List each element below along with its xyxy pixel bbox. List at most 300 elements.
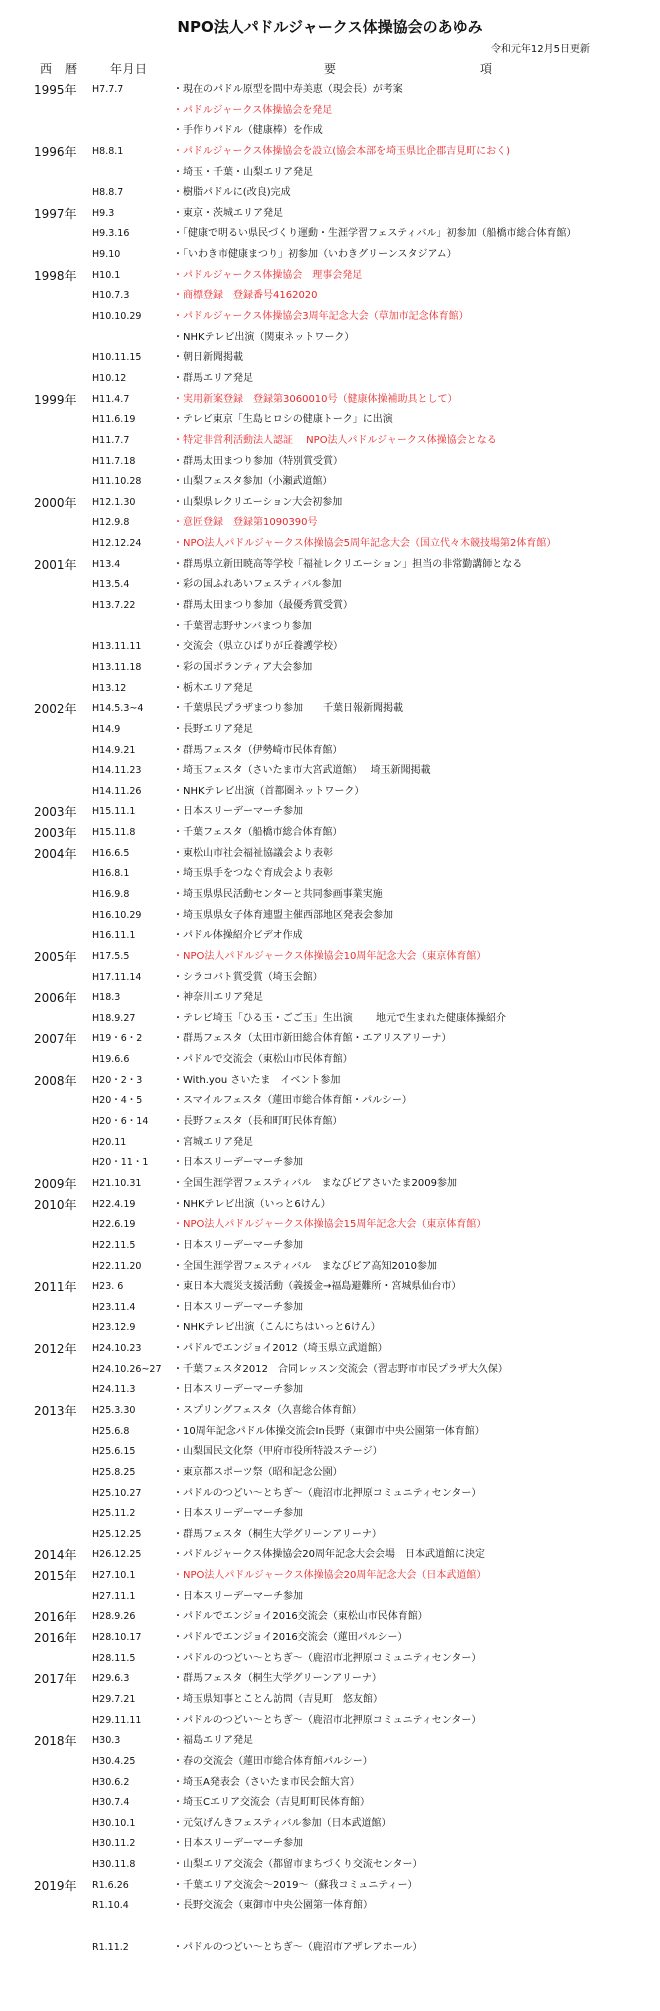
- timeline-year: 2012年: [34, 1342, 77, 1357]
- timeline-row: [0, 266, 660, 287]
- timeline-row: [0, 101, 660, 122]
- timeline-event: ・NPO法人パドルジャークス体操協会10周年記念大会（東京体育館）: [173, 950, 487, 962]
- timeline-event: ・宮城エリア発足: [173, 1136, 253, 1148]
- timeline-event: ・山梨フェスタ参加（小瀬武道館）: [173, 476, 333, 488]
- timeline-row: [0, 1669, 660, 1690]
- timeline-row: [0, 142, 660, 163]
- timeline-event: ・テレビ埼玉「ひる玉・ごご玉」生出演 地元で生まれた健康体操紹介: [173, 1012, 506, 1024]
- timeline-row: [0, 1607, 660, 1628]
- timeline-date: H28.9.26: [92, 1611, 136, 1623]
- timeline-date: R1.11.2: [92, 1941, 129, 1953]
- timeline-row: [0, 1752, 660, 1773]
- timeline-date: H16.6.5: [92, 847, 130, 859]
- timeline-row: [0, 1257, 660, 1278]
- timeline-date: H25.3.30: [92, 1405, 136, 1416]
- timeline-event: ・樹脂パドルに(改良)完成: [173, 187, 291, 199]
- timeline-row: [0, 741, 660, 762]
- timeline-event: ・パドルジャークス体操協会を設立(協会本部を埼玉県比企郡吉見町におく): [173, 145, 511, 157]
- timeline-event: ・「健康で明るい県民づくり運動・生涯学習フェスティバル」初参加（船橋市総合体育館）: [173, 228, 577, 240]
- timeline-row: [0, 1463, 660, 1484]
- timeline-date: H21.10.31: [92, 1177, 142, 1189]
- timeline-row: [0, 1298, 660, 1319]
- timeline-row: [0, 823, 660, 844]
- timeline-date: H11.10.28: [92, 476, 142, 488]
- timeline-date: H19・6・2: [92, 1033, 143, 1045]
- header-year: 西 暦: [40, 62, 78, 76]
- timeline-event: ・千葉習志野サンバまつり参加: [173, 620, 312, 632]
- timeline-date: H11.7.18: [92, 455, 136, 467]
- timeline-event: ・埼玉県知事とことん訪問（吉見町 悠友館）: [173, 1693, 383, 1705]
- timeline-row: [0, 968, 660, 989]
- timeline-date: H19.6.6: [92, 1054, 130, 1066]
- timeline-row: [0, 1318, 660, 1339]
- timeline-year: 2009年: [34, 1176, 77, 1191]
- timeline-date: H9.3: [92, 207, 115, 219]
- timeline-date: H23.11.4: [92, 1301, 136, 1313]
- timeline-row: [0, 1029, 660, 1050]
- timeline-row: [0, 121, 660, 142]
- timeline-event: ・埼玉県手をつなぐ育成会より表彰: [173, 868, 333, 880]
- timeline-event: ・意匠登録 登録第1090390号: [173, 517, 318, 529]
- timeline-date: H20.11: [92, 1136, 127, 1148]
- timeline-event: ・全国生涯学習フェスティバル まなびピア高知2010参加: [173, 1260, 437, 1272]
- timeline-event: ・全国生涯学習フェスティバル まなびピアさいたま2009参加: [173, 1177, 457, 1189]
- timeline-row: [0, 183, 660, 204]
- timeline-event: ・テレビ東京「生島ヒロシの健康トーク」に出演: [173, 414, 393, 426]
- timeline-row: [0, 1442, 660, 1463]
- timeline-date: H14.9: [92, 723, 121, 735]
- timeline-event: ・群馬エリア発足: [173, 372, 253, 384]
- timeline-event: ・日本スリーデーマーチ参加: [173, 1157, 303, 1169]
- timeline-year: 1998年: [34, 268, 77, 283]
- timeline-row: [0, 885, 660, 906]
- timeline-event: ・日本スリーデーマーチ参加: [173, 1590, 303, 1602]
- timeline-year: 2003年: [34, 805, 77, 820]
- timeline-row: [0, 1236, 660, 1257]
- timeline-event: ・交流会（県立ひばりが丘養護学校）: [173, 641, 343, 653]
- timeline-event: ・パドルでエンジョイ2016交流会（東松山市民体育館）: [173, 1611, 428, 1623]
- timeline-row: [0, 369, 660, 390]
- page-title: NPO法人パドルジャークス体操協会のあゆみ: [177, 18, 483, 36]
- timeline-row: [0, 410, 660, 431]
- timeline-event: ・実用新案登録 登録第3060010号（健康体操補助具として）: [173, 393, 458, 405]
- timeline-date: H16.8.1: [92, 868, 130, 880]
- timeline-date: H8.8.1: [92, 145, 124, 157]
- timeline-date: H25.8.25: [92, 1466, 136, 1478]
- timeline-event: ・東京・茨城エリア発足: [173, 207, 283, 219]
- timeline-row: [0, 1938, 660, 1959]
- timeline-date: H23.12.9: [92, 1322, 136, 1334]
- timeline-date: H26.12.25: [92, 1549, 142, 1561]
- timeline-row: [0, 864, 660, 885]
- timeline-row: [0, 1690, 660, 1711]
- timeline-event: ・NHKテレビ出演（関東ネットワーク）: [173, 331, 355, 343]
- timeline-date: H8.8.7: [92, 187, 124, 199]
- timeline-event: ・群馬フェスタ（桐生大学グリーンアリーナ）: [173, 1528, 382, 1540]
- timeline-date: H13.11.11: [92, 641, 142, 653]
- timeline-row: [0, 348, 660, 369]
- timeline-row: [0, 679, 660, 700]
- timeline-date: H18.9.27: [92, 1012, 136, 1024]
- timeline-year: 2008年: [34, 1073, 77, 1088]
- timeline-date: H13.4: [92, 558, 121, 570]
- timeline-row: [0, 163, 660, 184]
- timeline-date: H25.12.25: [92, 1528, 142, 1540]
- timeline-event: ・NHKテレビ出演（首都圏ネットワーク）: [173, 785, 365, 797]
- timeline-row: [0, 1628, 660, 1649]
- timeline-event: ・東京都スポーツ祭（昭和記念公園）: [173, 1466, 343, 1478]
- timeline-year: 2005年: [34, 949, 77, 964]
- timeline-event: ・群馬フェスタ（桐生大学グリーンアリーナ）: [173, 1673, 382, 1685]
- timeline-list: [0, 80, 660, 1958]
- timeline-row: [0, 1215, 660, 1236]
- timeline-row: [0, 1525, 660, 1546]
- timeline-date: H11.7.7: [92, 434, 130, 446]
- timeline-row: [0, 224, 660, 245]
- timeline-event: ・パドルのつどい～とちぎ～（鹿沼市アザレアホール）: [173, 1941, 423, 1953]
- timeline-date: H27.10.1: [92, 1570, 136, 1582]
- timeline-event: ・パドルのつどい～とちぎ～（鹿沼市北押原コミュニティセンター）: [173, 1714, 482, 1726]
- timeline-date: H25.6.15: [92, 1446, 136, 1458]
- timeline-date: H16.10.29: [92, 909, 142, 921]
- timeline-year: 1995年: [34, 83, 77, 97]
- timeline-date: H30.6.2: [92, 1776, 130, 1788]
- timeline-year: 2003年: [34, 826, 77, 841]
- timeline-row: [0, 782, 660, 803]
- timeline-date: H14.9.21: [92, 744, 136, 756]
- header-item: 項: [480, 62, 493, 76]
- timeline-row: [0, 1277, 660, 1298]
- timeline-date: H14.11.23: [92, 765, 142, 777]
- timeline-event: ・千葉フェスタ2012 合同レッスン交流会（習志野市市民プラザ大久保）: [173, 1363, 508, 1375]
- timeline-row: [0, 472, 660, 493]
- timeline-date: H30.11.8: [92, 1859, 136, 1871]
- timeline-year: 1996年: [34, 144, 77, 159]
- timeline-row: [0, 513, 660, 534]
- timeline-event: ・現在のパドル原型を間中寿美恵（現会長）が考案: [173, 84, 403, 95]
- timeline-row: [0, 761, 660, 782]
- timeline-date: H20・6・14: [92, 1116, 149, 1128]
- timeline-row: [0, 204, 660, 225]
- timeline-date: H16.11.1: [92, 930, 136, 942]
- timeline-row: [0, 1711, 660, 1732]
- timeline-row: [0, 926, 660, 947]
- timeline-row: [0, 1917, 660, 1938]
- timeline-event: ・特定非営利活動法人認証 NPO法人パドルジャークス体操協会となる: [173, 434, 497, 446]
- timeline-row: [0, 1339, 660, 1360]
- timeline-event: ・シラコバト賞受賞（埼玉会館）: [173, 971, 323, 983]
- timeline-event: ・埼玉県県民活動センターと共同参画事業実施: [173, 888, 383, 900]
- timeline-row: [0, 1814, 660, 1835]
- timeline-date: H20・4・5: [92, 1095, 143, 1107]
- timeline-date: H29.6.3: [92, 1673, 130, 1685]
- timeline-event: ・埼玉A発表会（さいたま市民会館大宮）: [173, 1776, 360, 1788]
- timeline-year: 2011年: [34, 1280, 77, 1295]
- timeline-year: 2002年: [34, 702, 77, 717]
- timeline-date: H20・2・3: [92, 1074, 143, 1086]
- timeline-event: ・スプリングフェスタ（久喜総合体育館）: [173, 1405, 362, 1416]
- timeline-row: [0, 328, 660, 349]
- timeline-row: [0, 988, 660, 1009]
- timeline-date: H30.11.2: [92, 1838, 136, 1850]
- timeline-event: ・福島エリア発足: [173, 1735, 253, 1747]
- timeline-date: H18.3: [92, 992, 121, 1004]
- timeline-row: [0, 1566, 660, 1587]
- timeline-event: ・日本スリーデーマーチ参加: [173, 1384, 303, 1396]
- timeline-event: ・群馬太田まつり参加（最優秀賞受賞）: [173, 600, 353, 612]
- timeline-event: ・春の交流会（蓮田市総合体育館パルシー）: [173, 1755, 373, 1767]
- timeline-event: ・埼玉・千葉・山梨エリア発足: [173, 166, 313, 178]
- timeline-event: ・群馬フェスタ（伊勢崎市民体育館）: [173, 744, 343, 756]
- timeline-event: ・スマイルフェスタ（蓮田市総合体育館・パルシー）: [173, 1095, 412, 1107]
- timeline-date: H22.11.20: [92, 1260, 142, 1272]
- timeline-year: 2016年: [34, 1610, 77, 1625]
- timeline-date: H11.4.7: [92, 393, 130, 405]
- timeline-year: 2016年: [34, 1631, 77, 1646]
- timeline-row: [0, 699, 660, 720]
- timeline-event: ・パドルで交流会（東松山市民体育館）: [173, 1054, 353, 1066]
- timeline-date: H30.10.1: [92, 1817, 136, 1829]
- timeline-row: [0, 1380, 660, 1401]
- timeline-event: ・山梨国民文化祭（甲府市役所特設ステージ）: [173, 1446, 383, 1458]
- timeline-row: [0, 720, 660, 741]
- timeline-row: [0, 493, 660, 514]
- timeline-row: [0, 658, 660, 679]
- timeline-row: [0, 555, 660, 576]
- timeline-event: ・日本スリーデーマーチ参加: [173, 1838, 303, 1850]
- timeline-date: H11.6.19: [92, 414, 136, 426]
- timeline-year: 2013年: [34, 1404, 77, 1418]
- timeline-event: ・パドルでエンジョイ2012（埼玉県立武道館）: [173, 1343, 388, 1355]
- timeline-event: ・長野交流会（東御市中央公園第一体育館）: [173, 1900, 373, 1912]
- timeline-event: ・長野フェスタ（長和町町民体育館）: [173, 1116, 343, 1128]
- timeline-row: [0, 617, 660, 638]
- timeline-row: [0, 245, 660, 266]
- timeline-date: H29.11.11: [92, 1714, 142, 1726]
- timeline-event: ・日本スリーデーマーチ参加: [173, 1301, 303, 1313]
- timeline-year: 2001年: [34, 557, 77, 572]
- timeline-row: [0, 390, 660, 411]
- timeline-row: [0, 1834, 660, 1855]
- timeline-event: ・NHKテレビ出演（いっと6けん）: [173, 1198, 331, 1210]
- timeline-event: ・With.you さいたま イベント参加: [173, 1074, 341, 1086]
- timeline-row: [0, 1731, 660, 1752]
- timeline-row: [0, 596, 660, 617]
- timeline-date: H25.11.2: [92, 1508, 136, 1520]
- timeline-row: [0, 1896, 660, 1917]
- timeline-date: H16.9.8: [92, 888, 130, 900]
- timeline-date: H10.7.3: [92, 290, 130, 302]
- timeline-date: H13.7.22: [92, 600, 136, 612]
- timeline-date: H22.6.19: [92, 1219, 136, 1231]
- timeline-row: [0, 1401, 660, 1422]
- timeline-date: H12.12.24: [92, 538, 142, 550]
- timeline-date: H15.11.1: [92, 806, 136, 818]
- timeline-date: H22.4.19: [92, 1198, 136, 1210]
- timeline-event: ・パドルのつどい～とちぎ～（鹿沼市北押原コミュニティセンター）: [173, 1652, 482, 1664]
- timeline-date: H13.12: [92, 682, 127, 694]
- timeline-row: [0, 1071, 660, 1092]
- timeline-row: [0, 1855, 660, 1876]
- timeline-event: ・パドルジャークス体操協会 理事会発足: [173, 269, 363, 281]
- timeline-date: H9.10: [92, 249, 121, 261]
- timeline-event: ・神奈川エリア発足: [173, 992, 263, 1004]
- timeline-date: H17.11.14: [92, 971, 142, 983]
- timeline-date: H30.7.4: [92, 1797, 130, 1809]
- timeline-event: ・朝日新聞掲載: [173, 352, 243, 364]
- timeline-date: H14.11.26: [92, 785, 142, 797]
- timeline-event: ・パドルでエンジョイ2016交流会（蓮田パルシー）: [173, 1632, 408, 1644]
- timeline-date: H28.11.5: [92, 1652, 136, 1664]
- timeline-year: 2007年: [34, 1032, 77, 1047]
- timeline-event: ・商標登録 登録番号4162020: [173, 290, 318, 302]
- timeline-event: ・日本スリーデーマーチ参加: [173, 806, 303, 818]
- timeline-event: ・「いわき市健康まつり」初参加（いわきグリーンスタジアム）: [173, 249, 457, 261]
- timeline-year: 2015年: [34, 1569, 77, 1584]
- timeline-year: 2006年: [34, 991, 77, 1006]
- timeline-date: H10.12: [92, 372, 127, 384]
- timeline-event: ・東松山市社会福祉協議会より表彰: [173, 847, 333, 859]
- timeline-event: ・埼玉県県女子体育連盟主催西部地区発表会参加: [173, 909, 393, 921]
- timeline-date: H12.1.30: [92, 496, 136, 508]
- timeline-date: H12.9.8: [92, 517, 130, 529]
- timeline-row: [0, 1133, 660, 1154]
- timeline-event: ・パドルジャークス体操協会を発足: [173, 104, 333, 116]
- timeline-event: ・NPO法人パドルジャークス体操協会5周年記念大会（国立代々木競技場第2体育館）: [173, 538, 557, 550]
- timeline-event: ・山梨県レクリエーション大会初参加: [173, 496, 343, 508]
- timeline-event: ・千葉県民プラザまつり参加 千葉日報新聞掲載: [173, 703, 403, 715]
- timeline-event: ・群馬フェスタ（太田市新田総合体育館・エアリスアリーナ）: [173, 1033, 452, 1045]
- timeline-row: [0, 80, 660, 101]
- timeline-year: 1997年: [34, 206, 77, 221]
- timeline-year: 1999年: [34, 392, 77, 407]
- timeline-event: ・彩の国ボランティア大会参加: [173, 661, 313, 673]
- timeline-event: ・パドルジャークス体操協会3周年記念大会（草加市記念体育館）: [173, 311, 469, 323]
- timeline-date: H24.10.26~27: [92, 1363, 162, 1375]
- timeline-date: H28.10.17: [92, 1632, 142, 1644]
- timeline-event: ・埼玉Cエリア交流会（吉見町町民体育館）: [173, 1797, 370, 1809]
- timeline-event: ・日本スリーデーマーチ参加: [173, 1239, 303, 1251]
- timeline-row: [0, 307, 660, 328]
- timeline-date: H22.11.5: [92, 1239, 136, 1251]
- timeline-year: 2014年: [34, 1548, 77, 1563]
- timeline-date: H30.4.25: [92, 1755, 136, 1767]
- timeline-date: H23. 6: [92, 1281, 124, 1293]
- timeline-event: ・栃木エリア発足: [173, 682, 253, 694]
- timeline-row: [0, 1091, 660, 1112]
- timeline-date: H13.11.18: [92, 661, 142, 673]
- timeline-year: 2018年: [34, 1734, 77, 1749]
- timeline-date: H30.3: [92, 1735, 121, 1747]
- timeline-row: [0, 637, 660, 658]
- timeline-date: H25.10.27: [92, 1487, 142, 1499]
- timeline-row: [0, 431, 660, 452]
- timeline-event: ・彩の国ふれあいフェスティバル参加: [173, 579, 342, 591]
- timeline-date: H13.5.4: [92, 579, 130, 591]
- timeline-event: ・パドルジャークス体操協会20周年記念大会会場 日本武道館に決定: [173, 1549, 485, 1561]
- timeline-event: ・手作りパドル（健康棒）を作成: [173, 125, 323, 137]
- timeline-date: H10.1: [92, 269, 121, 281]
- timeline-date: H10.11.15: [92, 352, 142, 364]
- timeline-event: ・山梨エリア交流会（都留市まちづくり交流センター）: [173, 1859, 423, 1871]
- timeline-event: ・埼玉フェスタ（さいたま市大宮武道館） 埼玉新聞掲載: [173, 765, 431, 777]
- timeline-event: ・千葉エリア交流会～2019～（蘇我コミュニティー）: [173, 1879, 418, 1891]
- timeline-row: [0, 1009, 660, 1030]
- timeline-event: ・パドル体操紹介ビデオ作成: [173, 930, 303, 942]
- timeline-date: R1.10.4: [92, 1900, 129, 1912]
- timeline-row: [0, 947, 660, 968]
- timeline-row: [0, 802, 660, 823]
- timeline-row: [0, 844, 660, 865]
- timeline-date: H24.10.23: [92, 1343, 142, 1355]
- timeline-date: H14.5.3~4: [92, 703, 144, 715]
- timeline-row: [0, 1195, 660, 1216]
- timeline-year: 2000年: [34, 495, 77, 510]
- timeline-year: 2004年: [34, 846, 77, 861]
- timeline-row: [0, 1153, 660, 1174]
- timeline-date: H25.6.8: [92, 1425, 130, 1437]
- timeline-date: H17.5.5: [92, 950, 130, 962]
- timeline-event: ・群馬太田まつり参加（特別賞受賞）: [173, 455, 343, 467]
- timeline-event: ・千葉フェスタ（船橋市総合体育館）: [173, 827, 343, 839]
- timeline-row: [0, 1793, 660, 1814]
- timeline-event: ・NPO法人パドルジャークス体操協会15周年記念大会（東京体育館）: [173, 1219, 487, 1231]
- timeline-event: ・NHKテレビ出演（こんにちはいっと6けん）: [173, 1322, 381, 1334]
- timeline-row: [0, 1587, 660, 1608]
- timeline-event: ・日本スリーデーマーチ参加: [173, 1508, 303, 1520]
- timeline-row: [0, 906, 660, 927]
- timeline-date: H7.7.7: [92, 84, 124, 95]
- timeline-event: ・長野エリア発足: [173, 723, 253, 735]
- timeline-date: H20・11・1: [92, 1157, 149, 1169]
- timeline-row: [0, 1649, 660, 1670]
- timeline-row: [0, 534, 660, 555]
- timeline-date: H9.3.16: [92, 228, 130, 240]
- timeline-row: [0, 1112, 660, 1133]
- timeline-row: [0, 1174, 660, 1195]
- timeline-event: ・10周年記念パドル体操交流会In長野（東御市中央公園第一体育館）: [173, 1425, 485, 1437]
- timeline-date: H15.11.8: [92, 827, 136, 839]
- timeline-date: R1.6.26: [92, 1879, 129, 1891]
- timeline-row: [0, 1484, 660, 1505]
- timeline-row: [0, 575, 660, 596]
- timeline-event: ・元気げんきフェスティバル参加（日本武道館）: [173, 1817, 392, 1829]
- timeline-row: [0, 1773, 660, 1794]
- updated-date: 令和元年12月5日更新: [490, 44, 590, 55]
- header-summary: 要: [324, 62, 337, 76]
- timeline-year: 2010年: [34, 1197, 77, 1212]
- timeline-date: H24.11.3: [92, 1384, 136, 1396]
- timeline-row: [0, 286, 660, 307]
- timeline-event: ・パドルのつどい～とちぎ～（鹿沼市北押原コミュニティセンター）: [173, 1487, 482, 1499]
- timeline-row: [0, 452, 660, 473]
- timeline-date: H29.7.21: [92, 1693, 136, 1705]
- header-date: 年月日: [110, 62, 148, 76]
- timeline-year: 2017年: [34, 1672, 77, 1687]
- timeline-row: [0, 1422, 660, 1443]
- timeline-row: [0, 1050, 660, 1071]
- timeline-row: [0, 1360, 660, 1381]
- timeline-row: [0, 1545, 660, 1566]
- timeline-event: ・NPO法人パドルジャークス体操協会20周年記念大会（日本武道館）: [173, 1570, 487, 1582]
- timeline-row: [0, 1504, 660, 1525]
- timeline-row: [0, 1876, 660, 1897]
- timeline-event: ・東日本大震災支援活動（義援金→福島避難所・宮城県仙台市）: [173, 1281, 462, 1293]
- timeline-date: H27.11.1: [92, 1590, 136, 1602]
- timeline-year: 2019年: [34, 1878, 77, 1893]
- timeline-event: ・群馬県立新田暁高等学校「福祉レクリエーション」担当の非常勤講師となる: [173, 558, 523, 570]
- timeline-date: H10.10.29: [92, 311, 142, 323]
